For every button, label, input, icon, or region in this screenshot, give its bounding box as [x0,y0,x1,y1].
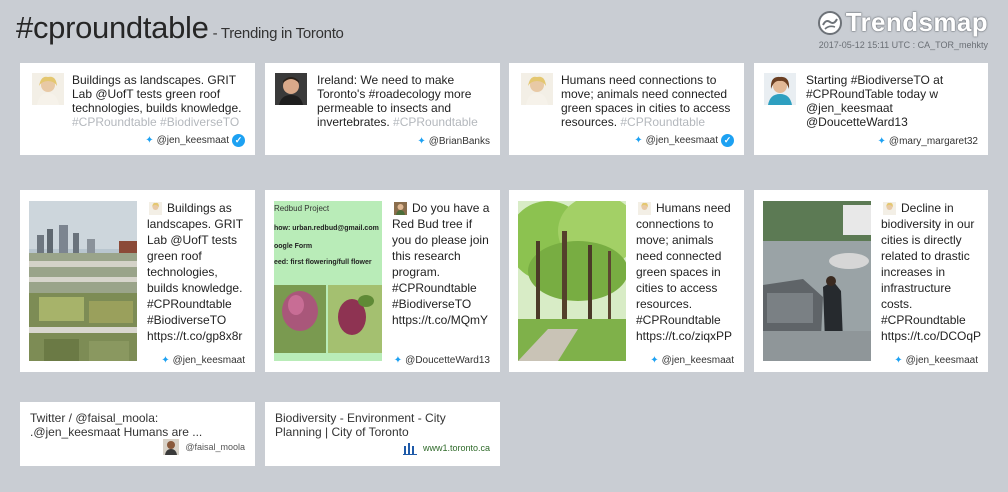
username[interactable]: @jen_keesmaat [645,135,718,146]
tweet-body: Ireland: We need to make Toronto's #roadecology more permeable to insects and invertebrates. [317,73,472,129]
tweet-hashtags[interactable]: #CPRoundtable [393,115,478,129]
flooded-street-photo[interactable] [763,201,871,361]
avatar[interactable] [275,73,307,105]
username[interactable]: @mary_margaret32 [888,136,978,147]
tweet-text [317,73,493,129]
avatar[interactable] [163,439,179,455]
green-roof-photo[interactable] [29,201,137,361]
avatar[interactable] [764,73,796,105]
tweet-body: Humans need connections to move; animals need connected green spaces in cities to access resources. [561,73,731,129]
twitter-bird-icon: ✦ [161,355,170,366]
avatar[interactable] [521,73,553,105]
tweet-user[interactable] [145,134,245,147]
tweet-text: Buildings as landscapes. GRIT Lab @UofT tests green roof technologies, builds knowledge. #CPRoundtable #BiodiverseTO https://t.co/gp8x8r [147,201,243,343]
tweet-text [72,73,247,129]
tweet-card[interactable] [509,63,744,155]
tweet-text: Do you have a Red Bud tree if you do please join this research program. #CPRoundtable #BiodiverseTO https://t.co/MQmY [392,201,490,327]
tweet-text [806,73,981,129]
tweet-user[interactable] [392,355,490,366]
link-source[interactable] [163,439,245,455]
twitter-bird-icon: ✦ [417,136,426,147]
twitter-bird-icon: ✦ [894,355,903,366]
twitter-bird-icon: ✦ [650,355,659,366]
hashtag-title[interactable]: #cproundtable [16,10,209,45]
slide-line: eed: first flowering/full flower [274,259,372,266]
tweet-hashtags[interactable]: #CPRoundtable [620,115,706,129]
media-tweet-card[interactable] [509,190,744,372]
tweet-card[interactable] [754,63,988,155]
tweet-text: Decline in biodiversity in our cities is directly related to drastic increases in infrastructure costs. #CPRoundtable https://t.co/DCOqP [881,201,982,343]
link-card[interactable] [265,402,500,466]
tweet-hashtags[interactable]: #CPRoundtable #BiodiverseTO [72,115,240,129]
twitter-bird-icon: ✦ [393,355,403,366]
verified-badge-icon: ✓ [232,134,245,147]
twitter-bird-icon: ✦ [877,136,886,147]
tweet-card[interactable] [265,63,500,155]
verified-badge-icon: ✓ [721,134,734,147]
tweet-text [561,73,737,129]
link-source[interactable] [403,441,490,455]
tweet-user[interactable] [634,134,734,147]
tweet-user[interactable] [159,355,245,366]
username[interactable]: @faisal_moola [185,442,245,452]
username[interactable]: @jen_keesmaat [156,135,229,146]
slide-title: Redbud Project [274,204,330,213]
username[interactable]: @jen_keesmaat [172,355,245,366]
twitter-bird-icon: ✦ [634,135,643,146]
link-title[interactable]: Biodiversity - Environment - City Planning | City of Toronto [275,411,446,439]
username[interactable]: @jen_keesmaat [661,355,734,366]
tweet-user[interactable] [417,136,490,147]
media-tweet-card[interactable] [265,190,500,372]
page-title [16,10,344,46]
trendsmap-wordmark: Trendsmap [845,7,988,37]
link-domain[interactable]: www1.toronto.ca [422,443,490,453]
city-of-toronto-icon [403,441,417,455]
tweet-user[interactable] [648,355,734,366]
tweet-user[interactable] [892,355,978,366]
link-title[interactable]: Twitter / @faisal_moola: .@jen_keesmaat Humans are ... [30,411,203,439]
username[interactable]: @jen_keesmaat [905,355,978,366]
trendsmap-globe-icon [817,10,843,36]
media-tweet-card[interactable] [20,190,255,372]
tweet-user[interactable] [878,136,978,147]
tweet-body: Starting #BiodiverseTO at #CPRoundTable today w @jen_keesmaat @DoucetteWard13 [806,73,944,129]
timestamp-location: 2017-05-12 15:11 UTC : CA_TOR_mehkty [818,40,988,50]
slide-line: how: urban.redbud@gmail.com [274,225,379,232]
username[interactable]: @BrianBanks [428,136,490,147]
tweet-body: Buildings as landscapes. GRIT Lab @UofT tests green roof technologies, builds knowledge. [72,73,242,115]
slide-line: oogle Form [274,243,313,250]
trendsmap-logo[interactable] [817,7,988,38]
park-trees-photo[interactable] [518,201,626,361]
username[interactable]: @DoucetteWard13 [405,355,490,366]
twitter-bird-icon: ✦ [145,135,154,146]
tweet-text: Humans need connections to move; animals need connected green spaces in cities to access resources. #CPRoundtable https://t.co/ziqxPP [636,201,733,343]
trending-subtitle: - Trending in Toronto [212,25,344,42]
link-card[interactable] [20,402,255,466]
avatar[interactable] [32,73,64,105]
media-tweet-card[interactable] [754,190,988,372]
redbud-slide-photo[interactable] [274,201,382,361]
tweet-card[interactable] [20,63,255,155]
